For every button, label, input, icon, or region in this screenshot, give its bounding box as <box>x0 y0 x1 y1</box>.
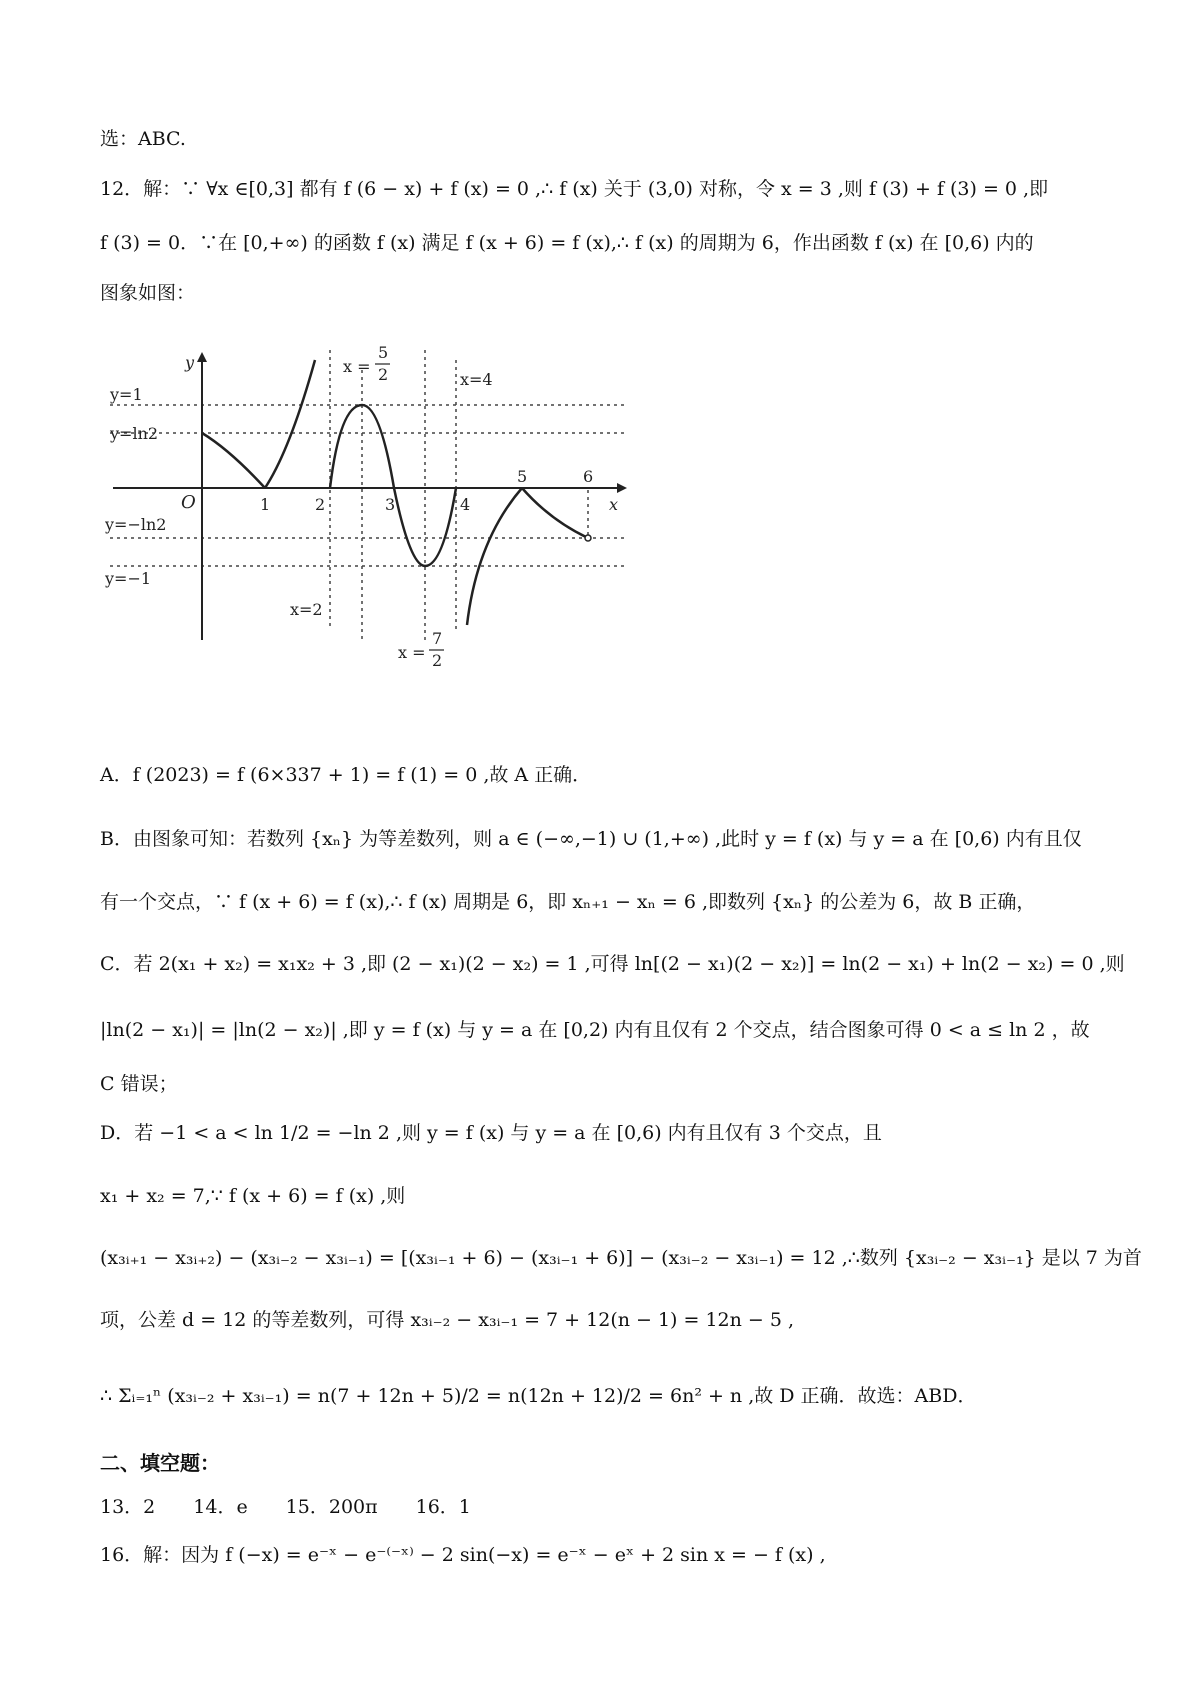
text-line-3: f (3) = 0．∵在 [0,+∞) 的函数 f (x) 满足 f (x + 6) = f (x),∴ f (x) 的周期为 6，作出函数 f (x) 在 [0,6) 内的 <box>100 232 1034 254</box>
curve-0-1 <box>202 433 265 488</box>
tick-4: 4 <box>460 495 471 514</box>
open-point-6 <box>585 535 591 541</box>
y-axis-arrow <box>197 352 207 362</box>
label-x72-lhs: x = <box>398 643 426 662</box>
text-line-5: A．f (2023) = f (6×337 + 1) = f (1) = 0 ,故 A 正确． <box>100 764 592 786</box>
text-line-11: D．若 −1 < a < ln 1/2 = −ln 2 ,则 y = f (x) 与 y = a 在 [0,6) 内有且仅有 3 个交点，且 <box>100 1122 882 1144</box>
label-x52-den: 2 <box>378 365 389 384</box>
text-line-4: 图象如图： <box>100 282 196 304</box>
label-x4: x=4 <box>460 370 493 389</box>
text-line-6: B．由图象可知：若数列 {xₙ} 为等差数列，则 a ∈ (−∞,−1) ∪ (1,+∞) ,此时 y = f (x) 与 y = a 在 [0,6) 内有且仅 <box>100 828 1082 850</box>
label-yneg1: y=−1 <box>105 569 152 588</box>
text-line-8: C．若 2(x₁ + x₂) = x₁x₂ + 3 ,即 (2 − x₁)(2 − x₂) = 1 ,可得 ln[(2 − x₁)(2 − x₂)] = ln(2 − x₁) + ln(2 − x₂) = 0 ,则 <box>100 953 1125 975</box>
curve-4-5 <box>467 488 522 625</box>
curve-5-6 <box>522 488 588 538</box>
tick-6: 6 <box>583 467 594 486</box>
label-y1: y=1 <box>110 385 143 404</box>
label-x72-num: 7 <box>432 629 443 648</box>
label-origin: O <box>181 492 196 513</box>
label-x72-den: 2 <box>432 651 443 670</box>
label-x52-num: 5 <box>378 343 389 362</box>
label-axis-y: y <box>185 353 195 372</box>
text-line-9: |ln(2 − x₁)| = |ln(2 − x₂)| ,即 y = f (x) 与 y = a 在 [0,2) 内有且仅有 2 个交点，结合图象可得 0 < a ≤ ln 2 ，故 <box>100 1019 1090 1041</box>
label-axis-x: x <box>609 495 619 514</box>
text-line-7: 有一个交点，∵ f (x + 6) = f (x),∴ f (x) 周期是 6，即 xₙ₊₁ − xₙ = 6 ,即数列 {xₙ} 的公差为 6，故 B 正确， <box>100 891 1036 913</box>
text-line-13: (x₃ᵢ₊₁ − x₃ᵢ₊₂) − (x₃ᵢ₋₂ − x₃ᵢ₋₁) = [(x₃ᵢ₋₁ + 6) − (x₃ᵢ₋₁ + 6)] − (x₃ᵢ₋₂ − x₃ᵢ₋₁) = 12 ,∴数列 {x₃ᵢ₋₂ − x₃ᵢ₋₁} 是以 7 为首 <box>100 1247 1142 1269</box>
label-yneg-ln2: y=−ln2 <box>105 515 167 534</box>
text-line-1: 选：ABC. <box>100 128 186 150</box>
x-axis-arrow <box>617 483 627 493</box>
label-yln2: y=ln2 <box>110 424 159 443</box>
graph-svg <box>105 340 685 740</box>
tick-1: 1 <box>260 495 271 514</box>
tick-2: 2 <box>315 495 326 514</box>
tick-3: 3 <box>385 495 396 514</box>
section-heading: 二、填空题： <box>100 1451 220 1475</box>
function-graph <box>105 340 685 740</box>
text-line-12: x₁ + x₂ = 7,∵ f (x + 6) = f (x) ,则 <box>100 1185 406 1207</box>
text-line-17: 16．解：因为 f (−x) = e⁻ˣ − e⁻⁽⁻ˣ⁾ − 2 sin(−x) = e⁻ˣ − eˣ + 2 sin x = − f (x) , <box>100 1544 826 1566</box>
text-line-15: ∴ Σᵢ₌₁ⁿ (x₃ᵢ₋₂ + x₃ᵢ₋₁) = n(7 + 12n + 5)/2 = n(12n + 12)/2 = 6n² + n ,故 D 正确．故选：ABD． <box>100 1385 977 1407</box>
text-line-14: 项，公差 d = 12 的等差数列，可得 x₃ᵢ₋₂ − x₃ᵢ₋₁ = 7 + 12(n − 1) = 12n − 5 , <box>100 1309 795 1331</box>
text-line-16: 13．2 14．e 15．200π 16．1 <box>100 1496 471 1518</box>
tick-5: 5 <box>517 467 528 486</box>
curve-1-2 <box>265 360 315 488</box>
label-x2: x=2 <box>290 600 323 619</box>
text-line-2: 12．解：∵ ∀x ∈[0,3] 都有 f (6 − x) + f (x) = 0 ,∴ f (x) 关于 (3,0) 对称，令 x = 3 ,则 f (3) + f (3) = 0 ,即 <box>100 178 1049 200</box>
label-x52-lhs: x = <box>343 357 371 376</box>
text-line-10: C 错误； <box>100 1073 178 1095</box>
